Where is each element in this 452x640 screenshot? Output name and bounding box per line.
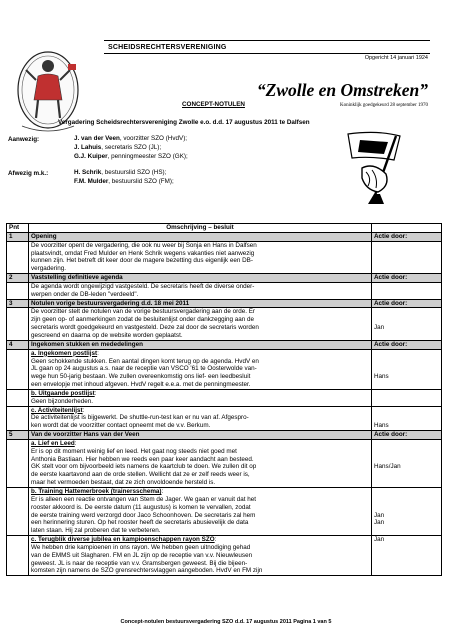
header-top-rule xyxy=(104,40,430,41)
action-assignee xyxy=(374,440,439,448)
action-header: Actie door: xyxy=(372,274,442,283)
table-header-row xyxy=(7,224,442,233)
action-assignee xyxy=(374,544,439,552)
action-cell xyxy=(372,488,442,536)
text-line: gescreend en daarna op de website worden geplaatst. xyxy=(31,331,183,339)
description-cell xyxy=(29,308,372,340)
present-label: Aanwezig: xyxy=(8,136,40,143)
section-number: 2 xyxy=(7,274,29,283)
section-number: 5 xyxy=(7,431,29,440)
action-assignee xyxy=(374,390,439,398)
action-assignee: Hans xyxy=(374,373,389,381)
section-header-row xyxy=(7,274,442,283)
section-header-row xyxy=(7,431,442,440)
text-line: Geen schokkende stukken. Een aantal dingen komt terug op de agenda. HvdV en xyxy=(31,357,259,365)
text-line: secretaris wordt goedgekeurd en vastgesteld. Deze zal door de secretaris worden xyxy=(31,324,259,332)
section-title: Ingekomen stukken en mededelingen xyxy=(29,340,372,349)
subheading: a. Ingekomen postlijst: xyxy=(31,349,99,357)
table-row xyxy=(7,349,442,389)
table-row xyxy=(7,308,442,340)
text-line: kunnen zijn. Het betreft dit keer door de magere bezetting dus eigenlijk een DB- xyxy=(31,257,253,265)
section-header-row xyxy=(7,299,442,308)
action-cell xyxy=(372,536,442,576)
subheading: b. Uitgaande postlijst: xyxy=(31,389,97,397)
text-line: een herinnering sturen. Op het rooster heeft de secretaris abusievelijk de data xyxy=(31,519,249,527)
action-assignee xyxy=(374,308,439,316)
absent-member: F.M. Mulder, bestuurslid SZO (FM); xyxy=(74,177,174,185)
action-assignee xyxy=(374,358,439,366)
subheading: a. Lief en Leed: xyxy=(31,439,77,447)
description-cell xyxy=(29,241,372,273)
action-assignee xyxy=(374,496,439,504)
text-line: ken wordt dat de voorzitter contact opneemt met de v.v. Berkum. xyxy=(31,422,211,430)
present-member: G.J. Kuiper, penningmeester SZO (GK); xyxy=(74,152,188,160)
text-line: De activiteitenlijst is bijgewerkt. De shuttle-run-test kan er nu van af. Afgespro- xyxy=(31,414,249,422)
number-cell xyxy=(7,308,29,340)
action-assignee xyxy=(374,365,439,373)
description-cell xyxy=(29,439,372,487)
table-row xyxy=(7,282,442,299)
page-footer: Concept-notulen bestuursvergadering SZO d.d. 17 augustus 2011 Pagina 1 van 5 xyxy=(120,619,332,625)
section-title: Notulen vorige bestuursvergadering d.d. 18 mei 2011 xyxy=(29,299,372,308)
action-cell xyxy=(372,439,442,487)
text-line: De voorzitter opent de vergadering, die ook nu weer bij Sonja en Hans in Dalfsen xyxy=(31,241,257,249)
description-cell xyxy=(29,349,372,389)
text-line: komsten zijn namens de SZO grensrechtersvlaggen aangeboden. HvdV en FM zijn xyxy=(31,567,263,575)
text-line: van de EMMS uit Slagharen. FM en JL zijn op de receptie van v.v. Nieuwleusen xyxy=(31,551,253,559)
column-header: Pnt xyxy=(7,224,29,233)
flag-emblem xyxy=(338,128,416,206)
meeting-title: Vergadering Scheidsrechtersvereniging Zwolle e.o. d.d. 17 augustus 2011 te Dalfsen xyxy=(58,119,310,126)
text-line: De voorzitter stelt de notulen van de vorige bestuursvergadering aan de orde. Er xyxy=(31,308,256,316)
section-number: 4 xyxy=(7,340,29,349)
section-title: Vaststelling definitieve agenda xyxy=(29,274,372,283)
subheading: c. Terugblik diverse jubilea en kampioenschappen rayon SZO: xyxy=(31,536,217,544)
number-cell xyxy=(7,488,29,536)
absent-list xyxy=(74,169,174,187)
text-line: Er is op dit moment weinig lief en leed. Het gaat nog steeds niet goed met xyxy=(31,447,237,455)
text-line: wege hun 50-jarig bestaan. We zullen overeenkomstig ons lief- een leedbesluit xyxy=(31,373,251,381)
subheading: c. Activiteitenlijst: xyxy=(31,406,85,414)
organization-name: SCHEIDSRECHTERSVERENIGING xyxy=(108,44,227,51)
founded-date: Opgericht 14 januari 1924 xyxy=(364,55,428,61)
action-assignee xyxy=(374,479,439,487)
action-assignee: Jan xyxy=(374,536,385,544)
number-cell xyxy=(7,536,29,576)
action-assignee: Jan xyxy=(374,324,385,332)
action-assignee xyxy=(374,350,439,358)
text-line: zijn geen op- of aanmerkingen zodat de besluitenlijst onder dankzegging aan de xyxy=(31,316,254,324)
royal-approval: Koninklijk goedgekeurd 28 september 1970 xyxy=(339,103,428,108)
action-cell xyxy=(372,349,442,389)
text-line: JL gaan op 24 augustus a.s. naar de receptie van VSCO '61 te Oosterwolde van- xyxy=(31,365,257,373)
text-line: We hebben drie kampioenen in ons rayon. We hebben geen uitnodiging gehad xyxy=(31,543,251,551)
present-member: J. Lahuis, secretaris SZO (JL); xyxy=(74,143,162,151)
header-bottom-rule xyxy=(104,53,430,54)
action-assignee xyxy=(374,448,439,456)
number-cell xyxy=(7,439,29,487)
action-assignee xyxy=(374,488,439,496)
action-assignee: Hans xyxy=(374,422,389,430)
action-assignee xyxy=(374,316,439,324)
absent-member: H. Schrik, bestuurslid SZO (HS); xyxy=(74,169,167,176)
absent-label: Afwezig m.k.: xyxy=(8,170,49,177)
minutes-table xyxy=(6,223,442,576)
action-header: Actie door: xyxy=(372,431,442,440)
action-cell xyxy=(372,241,442,273)
action-assignee xyxy=(374,560,439,568)
action-header: Actie door: xyxy=(372,232,442,241)
action-header: Actie door: xyxy=(372,299,442,308)
table-row xyxy=(7,439,442,487)
text-line: de eerste training werd verzorgd door Jaco Schoonhoven. De secretaris zal hem xyxy=(31,511,256,519)
table-row xyxy=(7,389,442,406)
action-assignee xyxy=(374,471,439,479)
text-line: plaatsvindt, omdat Fred Mulder en Henk Schrik wegens vakanties niet aanwezig xyxy=(31,249,255,257)
document-status: CONCEPT-NOTULEN xyxy=(182,101,245,108)
action-assignee: Hans/Jan xyxy=(374,463,401,471)
number-cell xyxy=(7,241,29,273)
text-line: GK stelt voor om bijvoorbeeld iets namens de kaartclub te doen. We zullen dit op xyxy=(31,463,257,471)
table-row xyxy=(7,406,442,431)
text-line: werpen onder de DB-leden "verdeeld". xyxy=(31,290,139,298)
column-header: Omschrijving – besluit xyxy=(29,224,372,233)
section-number: 3 xyxy=(7,299,29,308)
action-assignee xyxy=(374,456,439,464)
description-cell xyxy=(29,282,372,299)
action-assignee xyxy=(374,381,439,389)
action-assignee xyxy=(374,407,439,415)
action-assignee xyxy=(374,332,439,340)
number-cell xyxy=(7,406,29,431)
text-line: een envelopje met inhoud afgeven. HvdV regelt e.e.a. met de penningmeester. xyxy=(31,381,251,389)
section-header-row xyxy=(7,340,442,349)
present-list xyxy=(74,135,188,161)
section-title: Opening xyxy=(29,232,372,241)
action-assignee xyxy=(374,398,439,406)
text-line: Er is alleen een reactie ontvangen van Stem de Jager. We gaan er vanuit dat het xyxy=(31,495,256,503)
text-line: De agenda wordt ongewijzigd vastgesteld. De secretaris heeft de diverse onder- xyxy=(31,282,255,290)
column-header xyxy=(372,224,442,233)
text-line: de eerste kaartavond aan de orde stellen. Wellicht dat ze er zelf reeds weer is, xyxy=(31,471,250,479)
text-line: Geen bijzonderheden. xyxy=(31,397,93,405)
text-line: maar het vermoeden bestaat, dat ze zich onvoldoende hersteld is. xyxy=(31,479,216,487)
action-assignee: Jan xyxy=(374,519,385,527)
description-cell xyxy=(29,536,372,576)
section-number: 1 xyxy=(7,232,29,241)
section-title: Van de voorzitter Hans van der Veen xyxy=(29,431,372,440)
action-cell xyxy=(372,389,442,406)
text-line: Anthonia Bastiaan. Hier hebben we reeds een paar keer aandacht aan besteed. xyxy=(31,455,254,463)
text-line: laten staan. Hij zal proberen dat te verbeteren. xyxy=(31,527,161,535)
text-line: vergadering. xyxy=(31,265,67,273)
table-row xyxy=(7,241,442,273)
description-cell xyxy=(29,406,372,431)
subheading: b. Training Hattemerbroek (trainersschema): xyxy=(31,488,164,495)
action-assignee xyxy=(374,552,439,560)
action-assignee xyxy=(374,414,439,422)
number-cell xyxy=(7,349,29,389)
action-assignee: Jan xyxy=(374,511,385,519)
action-cell xyxy=(372,308,442,340)
action-cell xyxy=(372,282,442,299)
association-title: “Zwolle en Omstreken” xyxy=(256,80,428,100)
number-cell xyxy=(7,282,29,299)
table-row xyxy=(7,488,442,536)
action-header: Actie door: xyxy=(372,340,442,349)
section-header-row xyxy=(7,232,442,241)
text-line: rooster akkoord is. De eerste datum (11 augustus) is komen te vervallen, zodat xyxy=(31,503,251,511)
action-assignee xyxy=(374,504,439,512)
present-member: J. van der Veen, voorzitter SZO (HvdV); xyxy=(74,135,188,142)
text-line: geweest. JL is naar de receptie van v.v. Gramsbergen geweest. Bij die bijeen- xyxy=(31,559,248,567)
action-cell xyxy=(372,406,442,431)
table-row xyxy=(7,536,442,576)
number-cell xyxy=(7,389,29,406)
description-cell xyxy=(29,389,372,406)
description-cell xyxy=(29,488,372,536)
